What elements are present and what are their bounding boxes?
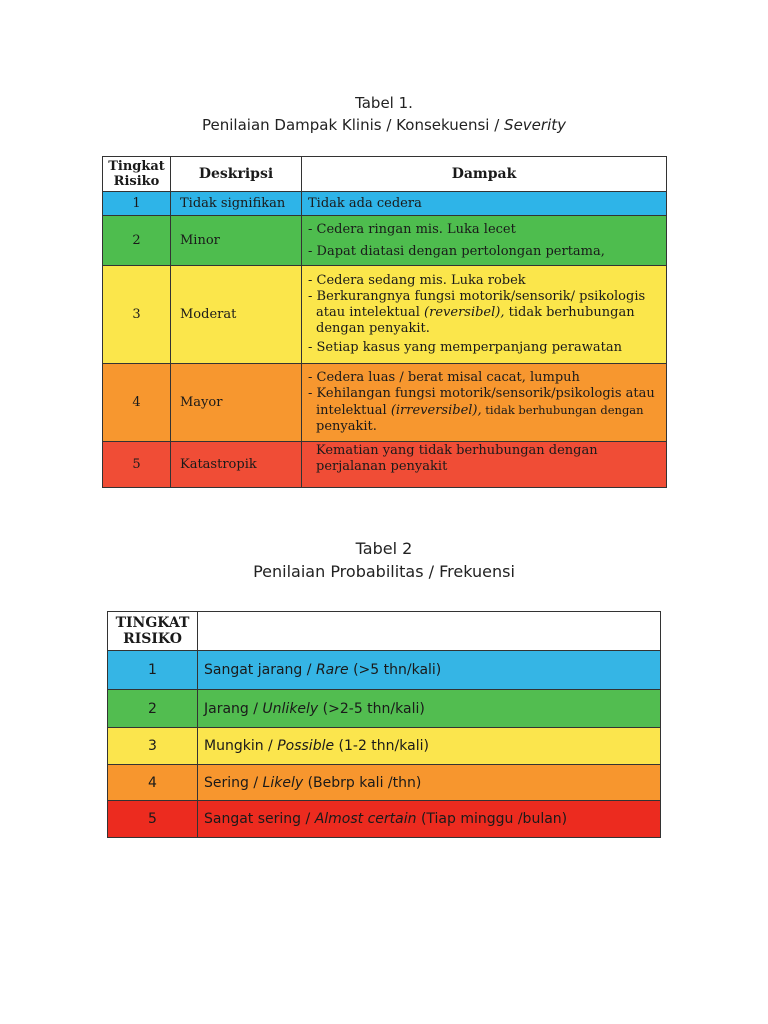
probability-label: Mungkin / bbox=[204, 738, 278, 754]
severity-impact bbox=[302, 192, 667, 216]
probability-level: 4 bbox=[108, 765, 198, 801]
table2-heading bbox=[0, 537, 768, 583]
header-impact: Dampak bbox=[302, 157, 667, 192]
probability-label-italic: Possible bbox=[277, 738, 335, 754]
severity-level: 5 bbox=[103, 442, 171, 488]
probability-frequency: (Bebrp kali /thn) bbox=[303, 774, 422, 791]
probability-label: Sering / bbox=[204, 774, 263, 791]
severity-description: Katastropik bbox=[171, 442, 302, 488]
impact-line: penyakit. bbox=[316, 419, 377, 434]
impact-line: - Cedera luas / berat misal cacat, lumpuh bbox=[308, 370, 580, 385]
probability-row bbox=[108, 651, 661, 690]
impact-line bbox=[308, 305, 662, 321]
impact-line: - Cedera ringan mis. Luka lecet bbox=[308, 221, 516, 237]
severity-description: Mayor bbox=[171, 364, 302, 442]
probability-label: Jarang / bbox=[204, 700, 263, 717]
probability-frequency: (Tiap minggu /bulan) bbox=[416, 811, 568, 827]
severity-description: Moderat bbox=[171, 266, 302, 364]
severity-impact bbox=[302, 442, 667, 488]
impact-line: - Kehilangan fungsi motorik/sensorik/psikologis atau bbox=[308, 386, 655, 401]
impact-text: tidak berhubungan dengan bbox=[481, 403, 644, 417]
probability-row bbox=[108, 801, 661, 838]
impact-text: tidak berhubungan bbox=[504, 305, 635, 320]
probability-text bbox=[198, 765, 661, 801]
probability-frequency: (1-2 thn/kali) bbox=[334, 738, 429, 754]
severity-level: 2 bbox=[103, 216, 171, 266]
header-level bbox=[103, 157, 171, 192]
probability-level: 5 bbox=[108, 801, 198, 838]
header-level-line1: Tingkat bbox=[108, 159, 165, 174]
table1-subtitle-italic: Severity bbox=[504, 116, 566, 134]
severity-row bbox=[103, 442, 667, 488]
impact-line: perjalanan penyakit bbox=[316, 459, 448, 474]
probability-label-italic: Unlikely bbox=[262, 700, 319, 717]
header-level-line1: TINGKAT bbox=[115, 615, 190, 631]
probability-label: Sangat sering / bbox=[204, 811, 315, 827]
probability-text bbox=[198, 801, 661, 838]
probability-text bbox=[198, 690, 661, 728]
table1-subtitle-text: Penilaian Dampak Klinis / Konsekuensi / bbox=[202, 116, 505, 134]
probability-label: Sangat jarang / bbox=[204, 662, 316, 678]
impact-line: - Berkurangnya fungsi motorik/sensorik/ psikologis bbox=[308, 289, 646, 304]
impact-line: Tidak ada cedera bbox=[308, 195, 422, 211]
header-level-line2: Risiko bbox=[113, 174, 160, 189]
probability-frequency: (>2-5 thn/kali) bbox=[318, 700, 425, 717]
header-level-line2: RISIKO bbox=[123, 631, 182, 647]
severity-table bbox=[102, 156, 667, 488]
impact-italic: (irreversibel), bbox=[390, 403, 482, 418]
probability-text bbox=[198, 728, 661, 765]
table1-title: Tabel 1. bbox=[355, 94, 413, 112]
probability-label-italic: Likely bbox=[262, 774, 304, 791]
probability-label-italic: Almost certain bbox=[314, 811, 417, 827]
probability-row bbox=[108, 765, 661, 801]
header-level bbox=[108, 612, 198, 651]
header-blank bbox=[198, 612, 661, 651]
probability-frequency: (>5 thn/kali) bbox=[348, 662, 442, 678]
severity-impact bbox=[302, 364, 667, 442]
probability-header-row bbox=[108, 612, 661, 651]
impact-text: intelektual bbox=[316, 403, 391, 418]
probability-row bbox=[108, 728, 661, 765]
impact-line: - Setiap kasus yang memperpanjang perawatan bbox=[308, 340, 622, 355]
probability-level: 3 bbox=[108, 728, 198, 765]
severity-level: 1 bbox=[103, 192, 171, 216]
severity-row bbox=[103, 192, 667, 216]
severity-row bbox=[103, 216, 667, 266]
table2-title: Tabel 2 bbox=[355, 539, 413, 558]
header-description: Deskripsi bbox=[171, 157, 302, 192]
table1-subtitle bbox=[0, 114, 768, 136]
probability-level: 2 bbox=[108, 690, 198, 728]
table2-subtitle: Penilaian Probabilitas / Frekuensi bbox=[253, 562, 515, 581]
severity-level: 3 bbox=[103, 266, 171, 364]
impact-text: atau intelektual bbox=[316, 305, 425, 320]
impact-italic: (reversibel), bbox=[424, 305, 505, 320]
severity-impact bbox=[302, 216, 667, 266]
severity-description: Minor bbox=[171, 216, 302, 266]
probability-row bbox=[108, 690, 661, 728]
probability-text bbox=[198, 651, 661, 690]
impact-line bbox=[308, 402, 662, 419]
probability-level: 1 bbox=[108, 651, 198, 690]
probability-table bbox=[107, 611, 661, 838]
table1-heading bbox=[0, 92, 768, 136]
severity-description: Tidak signifikan bbox=[171, 192, 302, 216]
impact-line: - Cedera sedang mis. Luka robek bbox=[308, 273, 526, 288]
impact-line: dengan penyakit. bbox=[316, 321, 430, 336]
severity-impact bbox=[302, 266, 667, 364]
impact-line: - Dapat diatasi dengan pertolongan pertama, bbox=[308, 243, 605, 259]
severity-row bbox=[103, 266, 667, 364]
severity-level: 4 bbox=[103, 364, 171, 442]
severity-row bbox=[103, 364, 667, 442]
probability-label-italic: Rare bbox=[315, 662, 349, 678]
severity-header-row bbox=[103, 157, 667, 192]
impact-line: Kematian yang tidak berhubungan dengan bbox=[316, 443, 598, 458]
